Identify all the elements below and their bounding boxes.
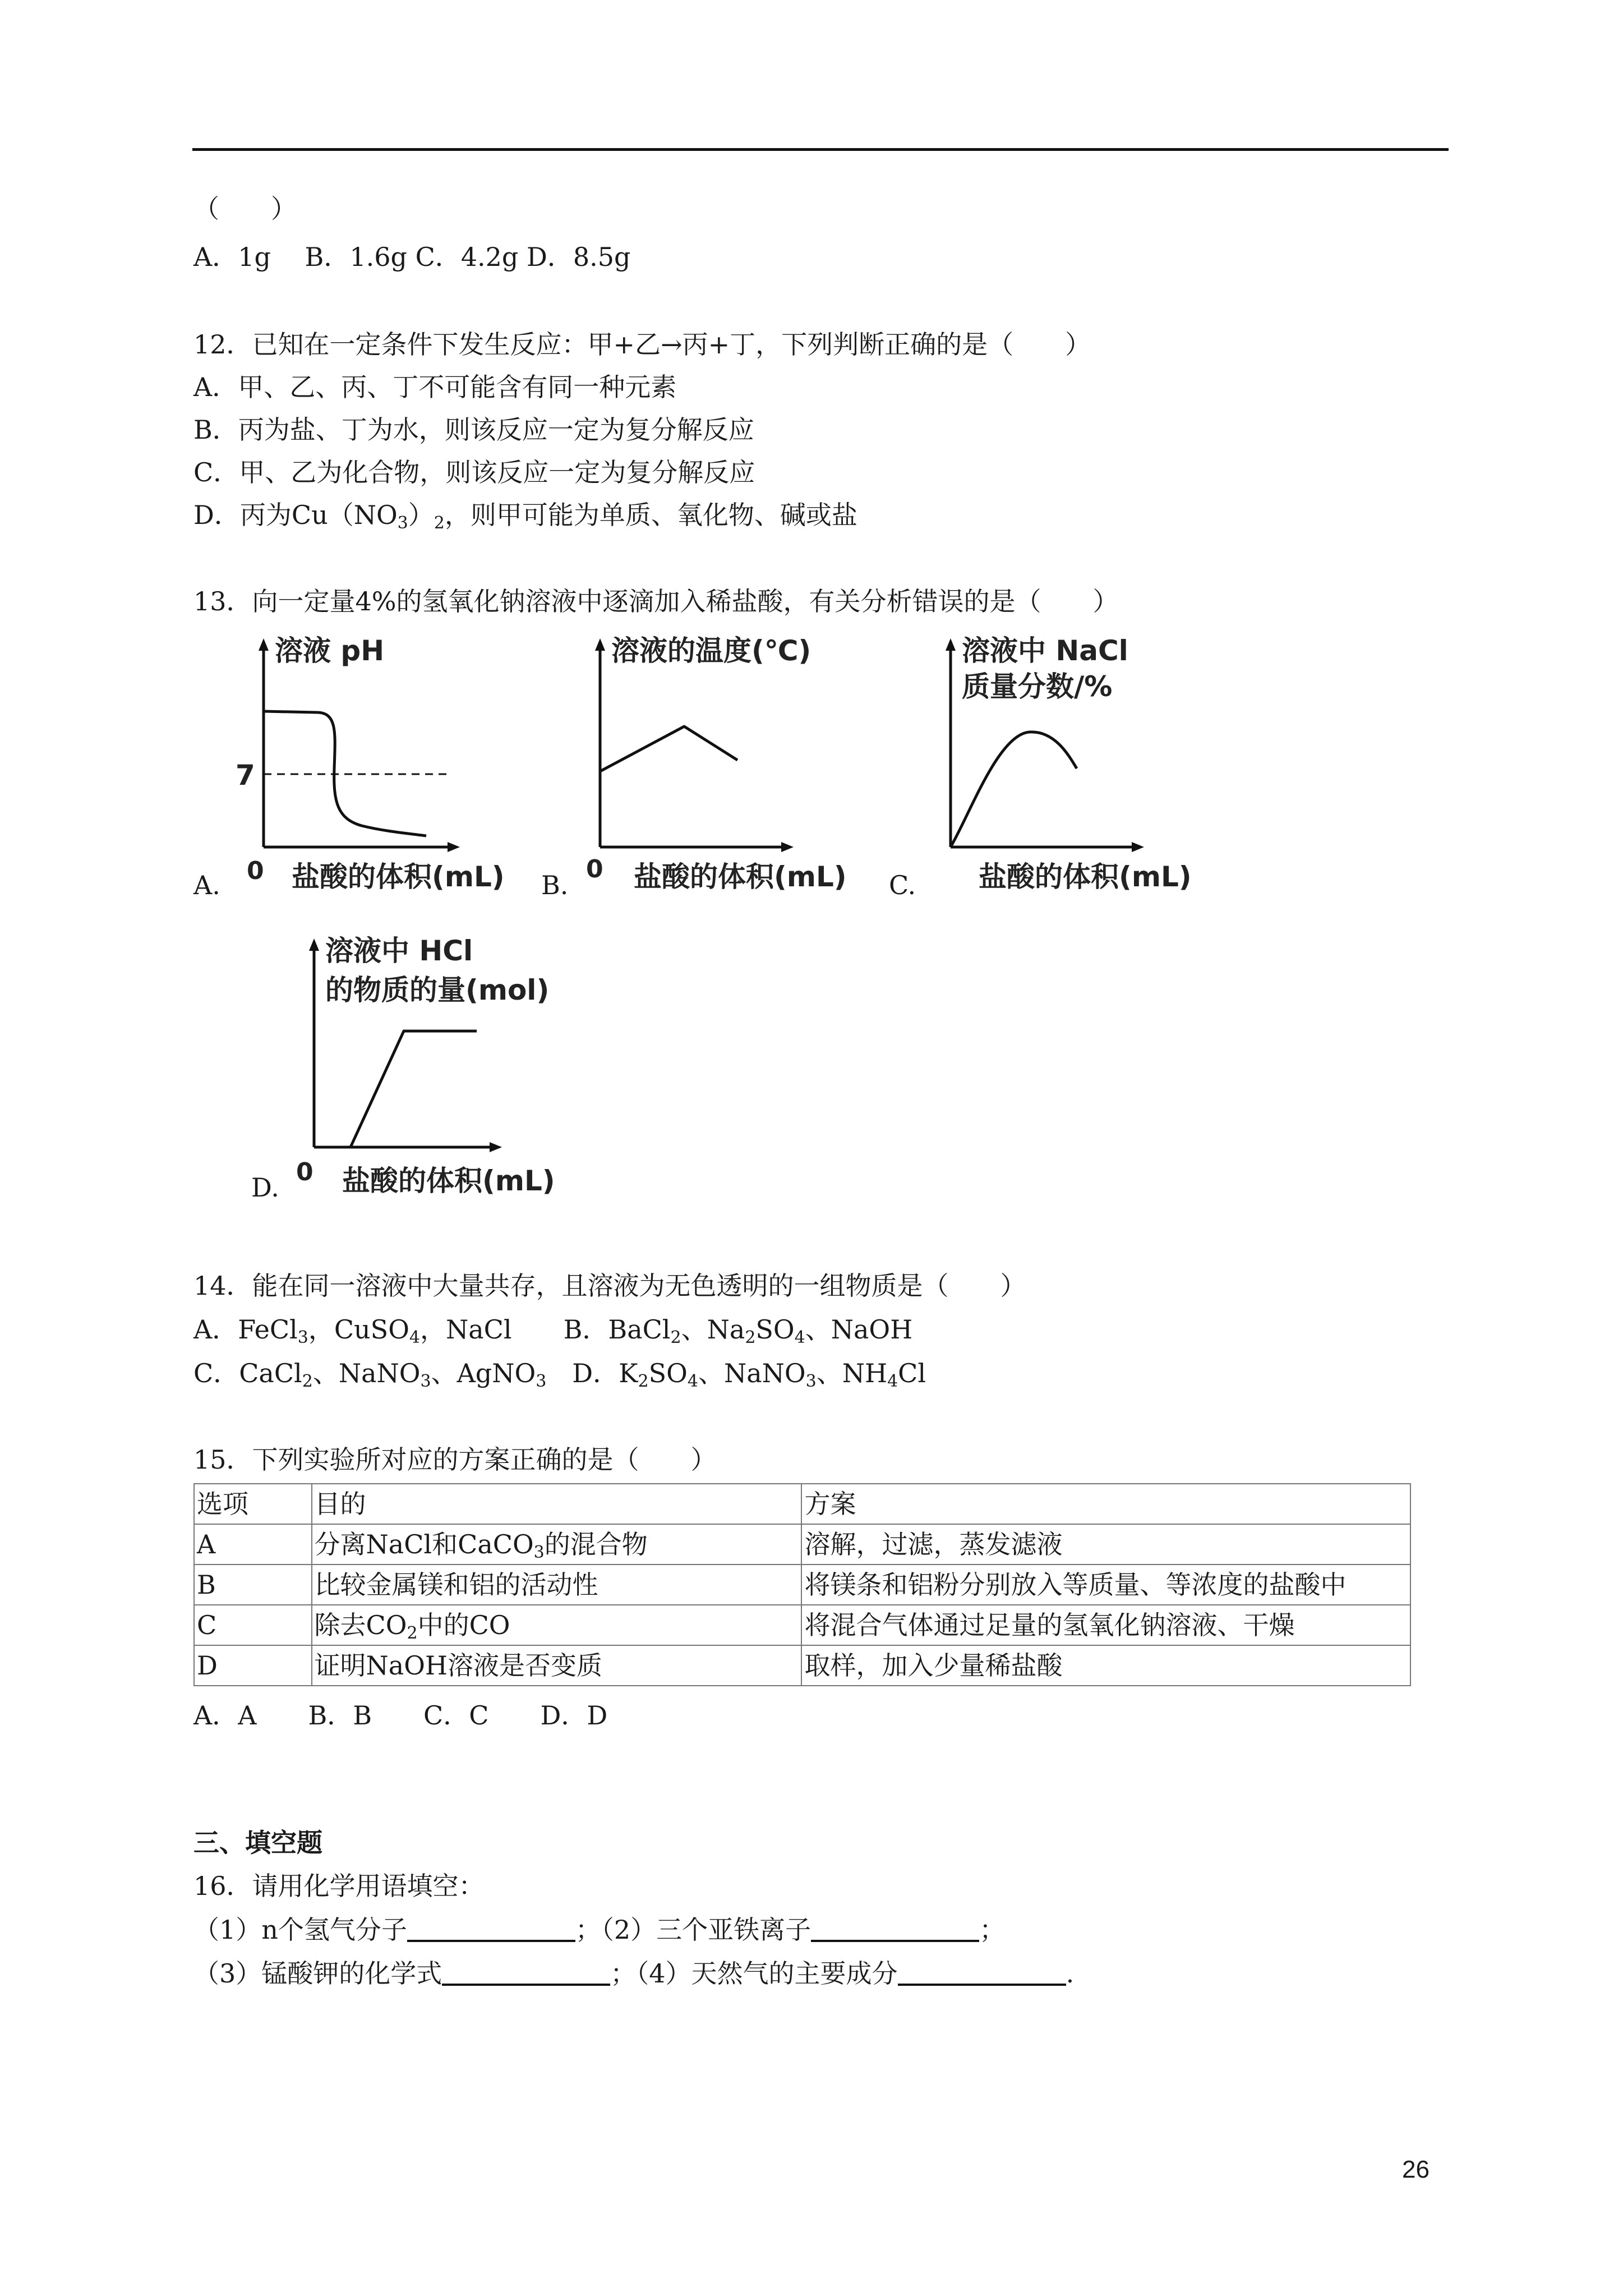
q11-options: A．1g B．1.6g C．4.2g D．8.5g [193,242,631,272]
row-plan: 将镁条和铝粉分别放入等质量、等浓度的盐酸中 [801,1565,1410,1605]
graph-a [191,634,505,903]
header-rule [192,148,1449,151]
q12-stem: 12．已知在一定条件下发生反应：甲+乙→丙+丁，下列判断正确的是（ ） [193,329,1091,360]
header-option: 选项 [194,1484,312,1524]
graph-c-xlabel: 盐酸的体积(mL) [979,861,1192,893]
q12-option-d: D．丙为$Cu(NO_3)_2$，则甲可能为单质、氧化物、碱或盐 [193,500,857,533]
graph-d-y-arrow [309,938,319,951]
graph-a-tick-7: 7 [236,759,255,792]
q12-option-c: C．甲、乙为化合物，则该反应一定为复分解反应 [193,457,755,487]
q12-option-b: B．丙为盐、丁为水，则该反应一定为复分解反应 [193,415,754,445]
table-header-row [194,1484,1410,1524]
answer-blank-1[interactable] [407,1915,575,1942]
q13-stem: 13．向一定量4%的氢氧化钠溶液中逐滴加入稀盐酸，有关分析错误的是（ ） [193,586,1119,616]
row-option: A [194,1524,312,1565]
table-row [194,1565,1410,1605]
graph-d-ylabel-line2: 的物质的量(mol) [325,974,550,1006]
table-row [194,1524,1410,1565]
row-option: D [194,1645,312,1686]
q14-stem: 14．能在同一溶液中大量共存，且溶液为无色透明的一组物质是（ ） [193,1271,1026,1301]
graph-a-xlabel: 盐酸的体积(mL) [292,861,505,893]
row-purpose: 证明NaOH溶液是否变质 [312,1645,802,1686]
graph-a-option: A. [193,870,220,900]
row-purpose: 分离NaCl和CaCO$_3$的混合物 [312,1524,802,1565]
q15-table [193,1483,1411,1686]
q15-options: A．A B．B C．C D．D [193,1700,608,1731]
q16-line1: （1）n个氢气分子 ；（2）三个亚铁离子 ； [193,1915,1006,1945]
graph-c-x-arrow [1132,842,1144,852]
graph-d-origin: 0 [296,1158,313,1186]
row-plan: 取样，加入少量稀盐酸 [801,1645,1410,1686]
row-purpose: 比较金属镁和铝的活动性 [312,1565,802,1605]
graph-c-ylabel-line2: 质量分数/% [962,670,1113,703]
q14-options-cd: C．CaCl$_2$、NaNO$_3$、AgNO$_3$ D．$K_2SO_4$、NaNO$_3$、$NH_4Cl$ [193,1358,926,1391]
row-option: B [194,1565,312,1605]
table-row [194,1645,1410,1686]
graph-a-origin: 0 [247,857,264,885]
q16-line2: （3）锰酸钾的化学式 ；（4）天然气的主要成分 . [193,1958,1075,1989]
answer-blank-2[interactable] [811,1915,979,1942]
graph-d [247,934,555,1203]
answer-blank-3[interactable] [442,1959,610,1986]
graph-c-y-arrow [946,638,956,651]
row-option: C [194,1605,312,1645]
graph-b-ylabel: 溶液的温度(℃) [611,634,811,667]
graph-a-x-arrow [448,842,460,852]
header-plan: 方案 [801,1484,1410,1524]
q16-stem: 16．请用化学用语填空： [193,1871,485,1901]
row-plan: 溶解，过滤，蒸发滤液 [801,1524,1410,1565]
section-heading: 三、填空题 [193,1828,322,1858]
page-number: 26 [1402,2156,1430,2183]
graph-b [530,634,847,903]
graph-b-xlabel: 盐酸的体积(mL) [634,861,847,893]
q14-options-ab: A．FeCl$_3$，CuSO$_4$，NaCl B．BaCl$_2$、$Na_2SO_4$、NaOH [193,1314,913,1347]
graph-d-x-arrow [490,1142,502,1152]
row-purpose: 除去$CO_2$中的CO [312,1605,802,1645]
answer-blank-4[interactable] [898,1959,1066,1986]
graph-b-origin: 0 [586,855,603,884]
graph-a-y-arrow [259,638,269,651]
graph-c-ylabel-line1: 溶液中 NaCl [962,634,1128,667]
row-plan: 将混合气体通过足量的氢氧化钠溶液、干燥 [801,1605,1410,1645]
graph-b-option: B. [541,870,569,900]
graph-a-ylabel: 溶液 pH [275,634,385,667]
header-purpose: 目的 [312,1484,802,1524]
graph-c-curve [951,732,1077,847]
graph-d-curve [351,1031,477,1147]
table-row [194,1605,1410,1645]
graph-c-option: C. [889,870,916,900]
graph-d-ylabel-line1: 溶液中 HCl [325,935,473,967]
graph-b-y-arrow [595,638,605,651]
graph-c [878,634,1214,903]
graph-b-curve [600,726,737,771]
graph-d-option: D. [251,1172,279,1203]
q12-option-a: A．甲、乙、丙、丁不可能含有同一种元素 [193,372,677,402]
graph-d-xlabel: 盐酸的体积(mL) [342,1165,555,1197]
graph-b-x-arrow [781,842,794,852]
q15-stem: 15．下列实验所对应的方案正确的是（ ） [193,1444,717,1475]
q11-answer-paren: （ ） [193,194,297,224]
